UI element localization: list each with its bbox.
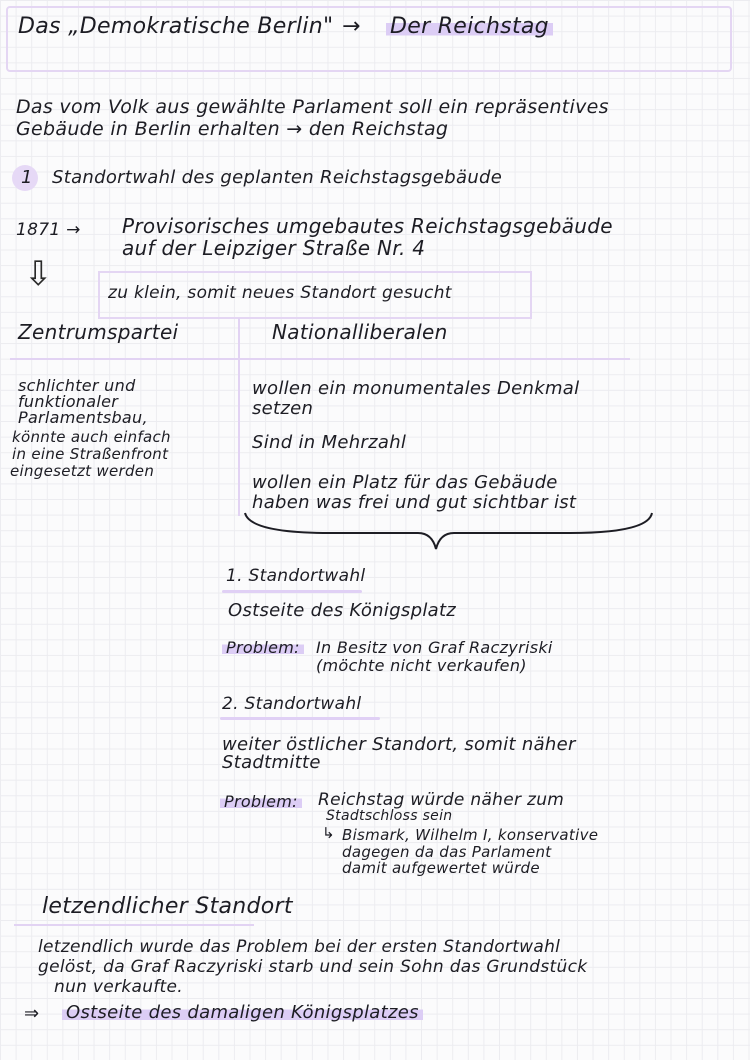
boxed-note: zu klein, somit neues Standort gesucht xyxy=(108,283,452,303)
choice2-problem-line-1: Reichstag würde näher zum xyxy=(318,790,565,810)
header-arrow: → xyxy=(342,14,361,39)
header-right: Der Reichstag xyxy=(386,14,553,39)
choice2-problem-label: Problem: xyxy=(220,792,302,811)
choice2-sub-line-3: damit aufgewertet würde xyxy=(342,859,540,877)
section-title: Standortwahl des geplanten Reichstagsgebäude xyxy=(52,167,503,188)
choice2-sub-line-1: Bismark, Wilhelm I, konservative xyxy=(342,826,599,844)
column-header-left: Zentrumspartei xyxy=(18,320,179,344)
table-column-divider xyxy=(238,318,240,516)
intro-line-2: Gebäude in Berlin erhalten → den Reichstag xyxy=(16,118,449,140)
conclusion-arrow-icon: ⇒ xyxy=(24,1003,40,1024)
down-arrow-icon: ⇩ xyxy=(24,254,53,294)
choice2-heading: 2. Standortwahl xyxy=(222,694,362,714)
right-point-3-line-2: haben was frei und gut sichtbar ist xyxy=(252,492,577,513)
brace-icon xyxy=(240,505,660,555)
choice2-heading-underline xyxy=(220,717,380,720)
final-line-2: gelöst, da Graf Raczyriski starb und sein Sohn das Grundstück xyxy=(38,957,588,977)
table-header-divider xyxy=(10,358,630,360)
choice2-problem-line-2: Stadtschloss sein xyxy=(326,808,453,824)
sub-arrow-icon: ↳ xyxy=(322,824,335,842)
column-header-right: Nationalliberalen xyxy=(272,320,448,344)
header-left: Das „Demokratische Berlin" xyxy=(18,14,334,39)
section-number: 1 xyxy=(21,167,33,188)
final-conclusion: Ostseite des damaligen Königsplatzes xyxy=(62,1002,423,1023)
final-line-1: letzendlich wurde das Problem bei der ersten Standortwahl xyxy=(38,937,561,957)
choice1-heading-underline xyxy=(222,590,362,593)
final-heading: letzendlicher Standort xyxy=(42,894,293,919)
choice2-location-line-1: weiter östlicher Standort, somit näher xyxy=(222,734,576,755)
final-line-3: nun verkaufte. xyxy=(54,977,183,997)
choice1-heading: 1. Standortwahl xyxy=(226,566,366,586)
choice1-problem-label: Problem: xyxy=(222,638,304,657)
right-point-1-line-1: wollen ein monumentales Denkmal xyxy=(252,378,580,399)
provisional-line-2: auf der Leipziger Straße Nr. 4 xyxy=(122,236,426,260)
choice1-problem-line-2: (möchte nicht verkaufen) xyxy=(316,656,527,675)
choice2-location-line-2: Stadtmitte xyxy=(222,752,321,773)
right-point-1-line-2: setzen xyxy=(252,398,314,419)
right-point-3-line-1: wollen ein Platz für das Gebäude xyxy=(252,472,558,493)
choice1-problem-line-1: In Besitz von Graf Raczyriski xyxy=(316,638,553,657)
right-point-2: Sind in Mehrzahl xyxy=(252,432,407,453)
year: 1871 → xyxy=(16,220,81,240)
intro-line-1: Das vom Volk aus gewählte Parlament soll ein repräsentives xyxy=(16,96,609,118)
provisional-line-1: Provisorisches umgebautes Reichstagsgebäude xyxy=(122,214,613,238)
choice1-location: Ostseite des Königsplatz xyxy=(228,600,457,621)
final-heading-underline xyxy=(14,924,254,926)
choice2-sub-line-2: dagegen da das Parlament xyxy=(342,843,552,861)
